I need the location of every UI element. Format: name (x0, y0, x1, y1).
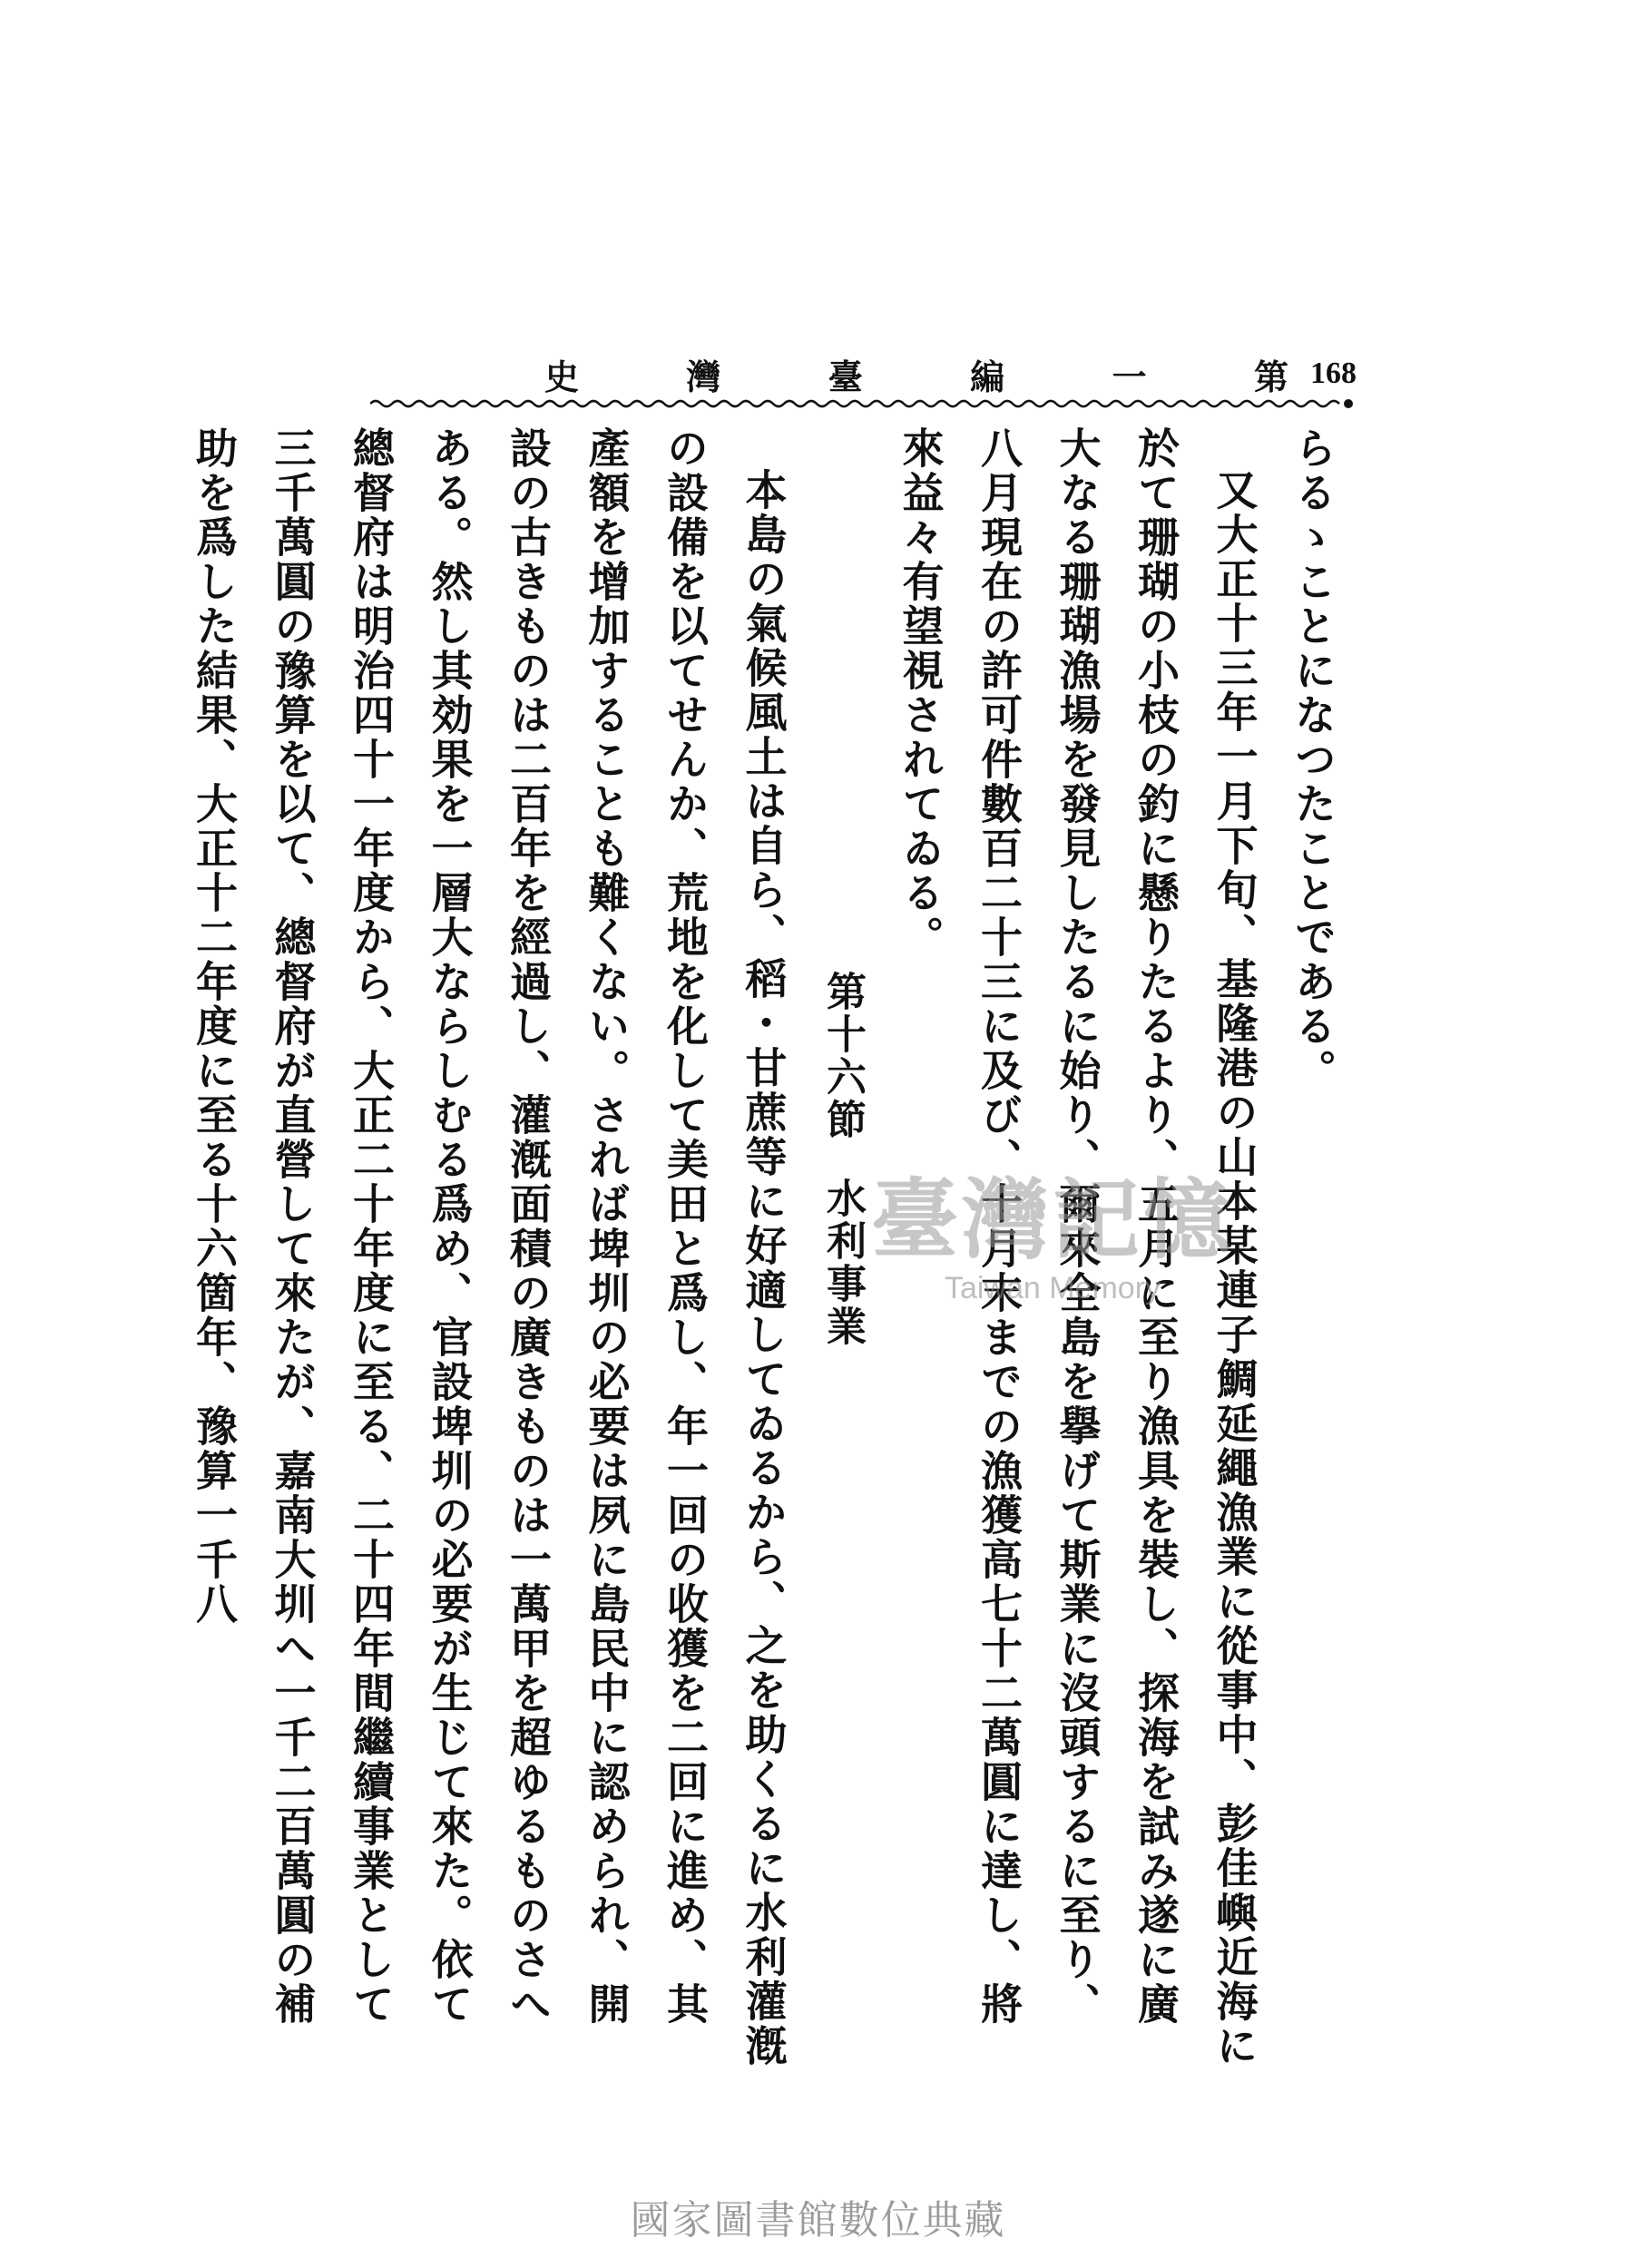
header-char: 臺 (828, 356, 863, 397)
watermark-text: 臺灣記憶 (871, 1168, 1234, 1271)
paragraph: 又大正十三年一月下旬、基隆港の山本某連子鯛延繩漁業に從事中、彭佳嶼近海に於て珊瑚の小枝の釣に懸りたるより、五月に至り漁具を裝し、探海を試み遂に廣大なる珊瑚漁場を發見したるに始り、爾來全島を擧げて斯業に沒頭するに至り、八月現在の許可件數百二十三に及び、十月末までの漁獲高七十二萬圓に達し、將來益々有望視されてゐる。 (896, 426, 1259, 2068)
paragraph: 本島の氣候風土は自ら、稻・甘蔗等に好適してゐるから、之を助くるに水利灌漑の設備を以てせんか、荒地を化して美田と爲し、年一回の收獲を二回に進め、其產額を增加することも難くない。されば埤圳の必要は夙に島民中に認められ、開設の古きものは二百年を經過し、灌漑面積の廣きものは一萬甲を超ゆるものさへある。然し其効果を一層大ならしむる爲め、官設埤圳の必要が生じて來た。依て總督府は明治四十一年度から、大正二十年度に至る、二十四年間繼續事業として三千萬圓の豫算を以て、總督府が直營して來たが、嘉南大圳へ一千二百萬圓の補助を爲した結果、大正十二年度に至る十六箇年、豫算一千八 (190, 426, 789, 2068)
running-header-title (544, 347, 1288, 401)
header-wavy-rule (370, 397, 1355, 410)
header-char: 史 (544, 356, 580, 397)
watermark-logo (798, 1170, 1307, 1325)
footer-collection-label: 國家圖書館數位典藏 (630, 2197, 1006, 2244)
header-char: 編 (970, 356, 1005, 397)
page-number: 168 (1310, 357, 1357, 390)
header-char: 第 (1253, 356, 1288, 397)
watermark-subtext: Taiwan Memory (944, 1271, 1161, 1305)
section-title: 水利事業 (819, 1178, 866, 1348)
header-char: 灣 (686, 356, 721, 397)
header-char: 一 (1112, 356, 1147, 397)
paragraph-continuation: らるゝことになつたことである。 (1288, 426, 1337, 1093)
section-number: 第十六節 (819, 971, 866, 1141)
